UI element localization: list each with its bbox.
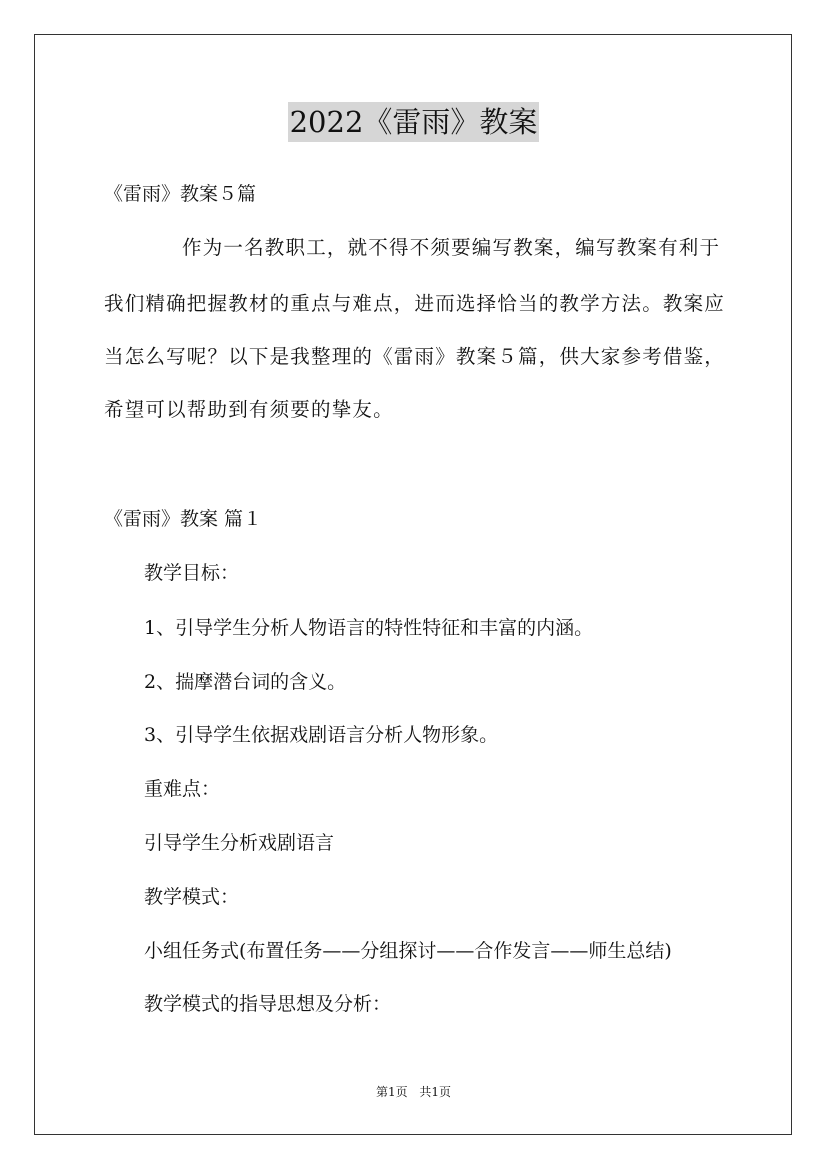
intro-line-2: 我们精确把握教材的重点与难点，进而选择恰当的教学方法。教案应 — [104, 292, 726, 315]
content-line: 2、揣摩潜台词的含义。 — [144, 671, 347, 693]
content-line: 小组任务式(布置任务——分组探讨——合作发言——师生总结) — [144, 940, 672, 962]
page-footer — [0, 1083, 827, 1101]
title-container — [0, 102, 827, 142]
section-heading: 《雷雨》教案 篇１ — [104, 508, 263, 530]
content-line: 引导学生分析戏剧语言 — [144, 832, 335, 854]
document-subtitle: 《雷雨》教案５篇 — [104, 183, 257, 205]
document-title: 2022《雷雨》教案 — [288, 102, 540, 142]
content-line: 1、引导学生分析人物语言的特性特征和丰富的内涵。 — [144, 617, 594, 639]
intro-line-3: 当怎么写呢？以下是我整理的《雷雨》教案５篇，供大家参考借鉴， — [104, 345, 726, 368]
page-total: 共1页 — [419, 1085, 452, 1099]
content-line: 3、引导学生依据戏剧语言分析人物形象。 — [144, 724, 499, 746]
content-line: 教学模式的指导思想及分析： — [144, 993, 392, 1015]
page-number: 第1页 — [375, 1085, 408, 1099]
intro-line-4: 希望可以帮助到有须要的挚友。 — [104, 398, 394, 421]
content-line: 教学模式： — [144, 886, 240, 908]
content-line: 教学目标： — [144, 562, 240, 584]
intro-line-1: 作为一名教职工，就不得不须要编写教案，编写教案有利于 — [182, 236, 721, 259]
content-line: 重难点： — [144, 778, 221, 800]
